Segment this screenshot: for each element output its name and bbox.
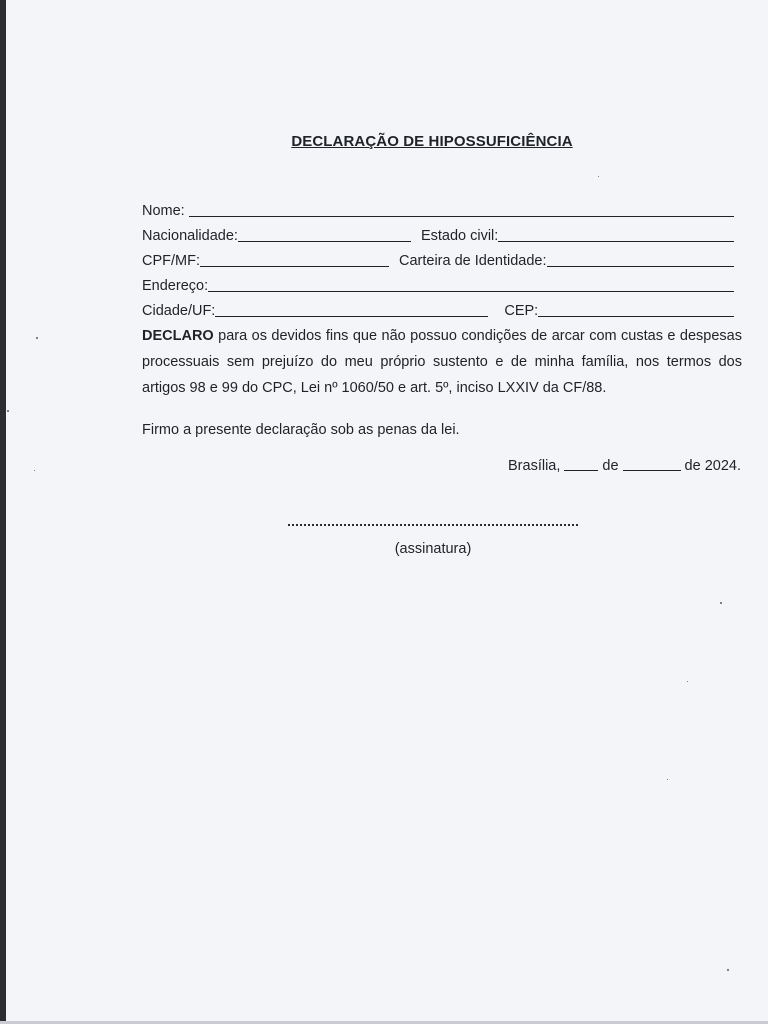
scan-speck	[727, 969, 729, 971]
field-row-endereco	[142, 275, 734, 295]
document-page	[6, 0, 768, 1021]
field-row-cidade	[142, 300, 734, 320]
scan-speck	[7, 410, 9, 412]
scan-speck	[667, 779, 668, 780]
label-cep: CEP:	[504, 303, 539, 319]
firmo-statement: Firmo a presente declaração sob as penas da lei.	[142, 422, 460, 438]
blank-nacionalidade[interactable]	[238, 226, 411, 242]
declaration-text: para os devidos fins que não possuo condições de arcar com custas e despesas processuais sem prejuízo do meu próprio sustento e de minha família, nos termos dos artigos 98 e 99 do CPC, Lei nº 1060/50 e art. 5º, inciso LXXIV da CF/88.	[142, 328, 742, 396]
signature-line[interactable]	[288, 524, 578, 526]
de-label-2: de 2024.	[684, 458, 741, 474]
city-label: Brasília,	[508, 458, 561, 474]
document-title: DECLARAÇÃO DE HIPOSSUFICIÊNCIA	[291, 133, 573, 150]
field-row-cpf	[142, 250, 734, 270]
scan-speck	[34, 470, 35, 471]
blank-nome[interactable]	[189, 201, 734, 217]
blank-cidade[interactable]	[215, 301, 488, 317]
scan-speck	[36, 337, 38, 339]
declaration-paragraph	[142, 323, 742, 401]
label-identidade: Carteira de Identidade:	[399, 253, 547, 269]
label-estado-civil: Estado civil:	[420, 228, 499, 244]
blank-identidade[interactable]	[547, 251, 734, 267]
blank-cep[interactable]	[538, 301, 734, 317]
blank-day[interactable]	[564, 455, 598, 471]
blank-month[interactable]	[623, 455, 681, 471]
field-row-nacionalidade	[142, 225, 734, 245]
scan-speck	[687, 681, 688, 682]
de-label-1: de	[602, 458, 619, 474]
label-cpf: CPF/MF:	[142, 253, 200, 269]
label-endereco: Endereço:	[142, 278, 209, 294]
scan-edge	[0, 0, 6, 1024]
label-cidade: Cidade/UF:	[142, 303, 216, 319]
scan-speck	[598, 176, 599, 177]
blank-estado-civil[interactable]	[498, 226, 734, 242]
blank-cpf[interactable]	[200, 251, 389, 267]
label-nacionalidade: Nacionalidade:	[142, 228, 238, 244]
field-row-nome	[142, 200, 734, 220]
scan-speck	[720, 602, 722, 604]
signature-label: (assinatura)	[394, 541, 472, 557]
label-nome: Nome:	[142, 203, 185, 219]
blank-endereco[interactable]	[208, 276, 734, 292]
place-date	[508, 455, 741, 474]
declaration-lead: DECLARO	[142, 328, 214, 344]
